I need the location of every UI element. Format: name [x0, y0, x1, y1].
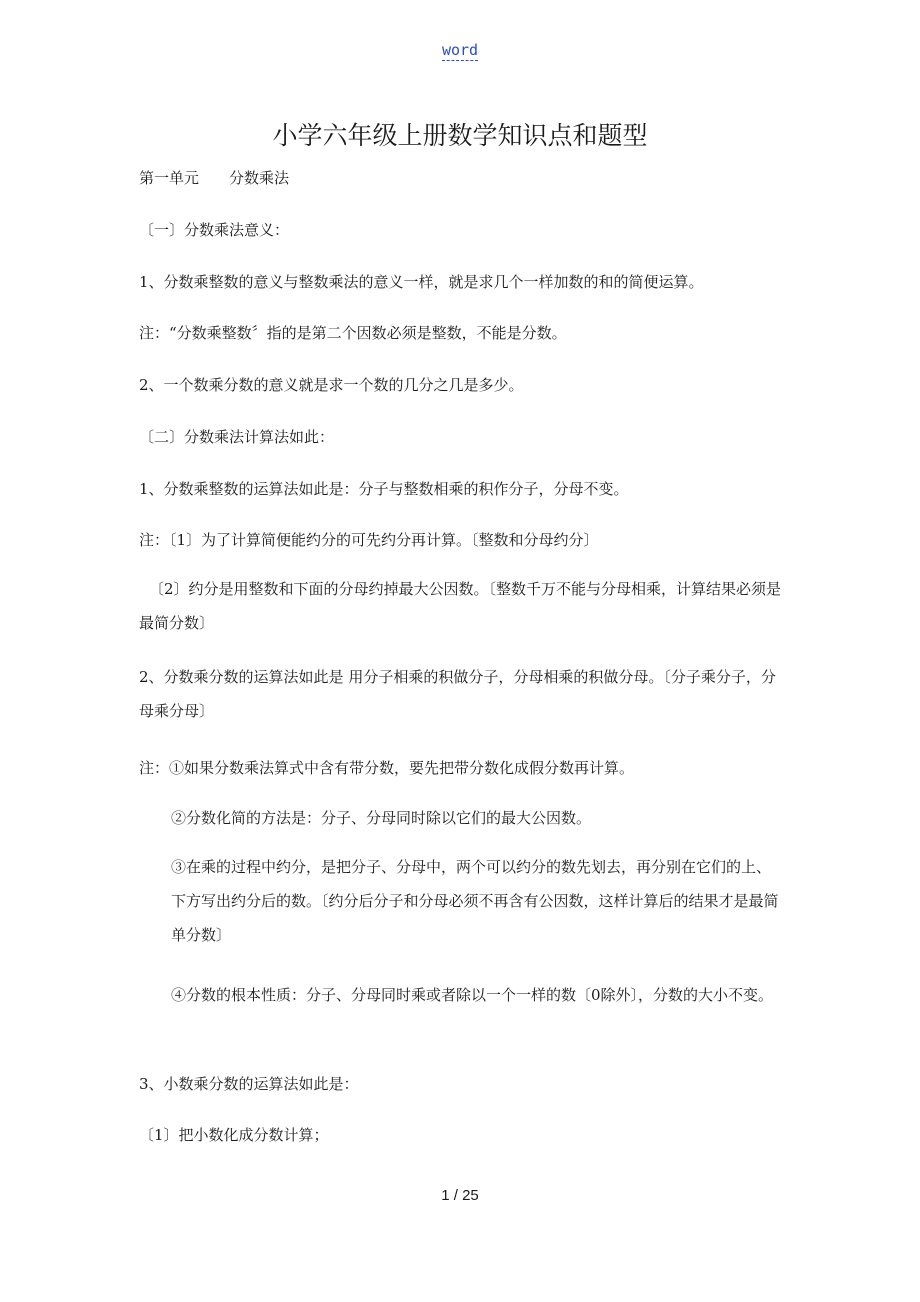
note: 注：“分数乘整数〞指的是第二个因数必须是整数，不能是分数。: [139, 324, 567, 342]
paragraph: 〔1〕把小数化成分数计算；: [139, 1126, 329, 1144]
note: 注：①如果分数乘法算式中含有带分数，要先把带分数化成假分数再计算。: [139, 759, 635, 777]
header-word-link-text[interactable]: word: [441, 41, 479, 59]
paragraph: 1、分数乘整数的意义与整数乘法的意义一样，就是求几个一样加数的和的简便运算。: [139, 273, 704, 291]
page-number: 1 / 25: [441, 1187, 479, 1204]
note: 〔2〕约分是用整数和下面的分母约掉最大公因数。〔整数千万不能与分母相乘，计算结果必须是最简分数〕: [139, 580, 782, 632]
note: 注：〔1〕为了计算简便能约分的可先约分再计算。〔整数和分母约分〕: [139, 531, 599, 549]
note: ④分数的根本性质：分子、分母同时乘或者除以一个一样的数〔0除外〕，分数的大小不变。: [171, 986, 774, 1004]
header-word-link[interactable]: [0, 40, 920, 60]
section-heading-2: 〔二〕分数乘法计算法如此：: [139, 428, 335, 446]
unit-heading: 第一单元 分数乘法: [139, 169, 290, 187]
note: ②分数化简的方法是：分子、分母同时除以它们的最大公因数。: [171, 809, 592, 827]
document-title: 小学六年级上册数学知识点和题型: [272, 121, 648, 150]
paragraph: 3、小数乘分数的运算法如此是：: [139, 1075, 359, 1093]
paragraph: 1、分数乘整数的运算法如此是：分子与整数相乘的积作分子，分母不变。: [139, 480, 629, 498]
paragraph: 2、一个数乘分数的意义就是求一个数的几分之几是多少。: [139, 376, 524, 394]
section-heading-1: 〔一〕分数乘法意义：: [139, 221, 290, 239]
paragraph: 2、分数乘分数的运算法如此是 用分子相乘的积做分子，分母相乘的积做分母。〔分子乘分子，分母乘分母〕: [139, 668, 776, 720]
note: ③在乘的过程中约分，是把分子、分母中，两个可以约分的数先划去，再分别在它们的上、下方写出约分后的数。〔约分后分子和分母必须不再含有公因数，这样计算后的结果才是最简单分数〕: [171, 858, 779, 944]
